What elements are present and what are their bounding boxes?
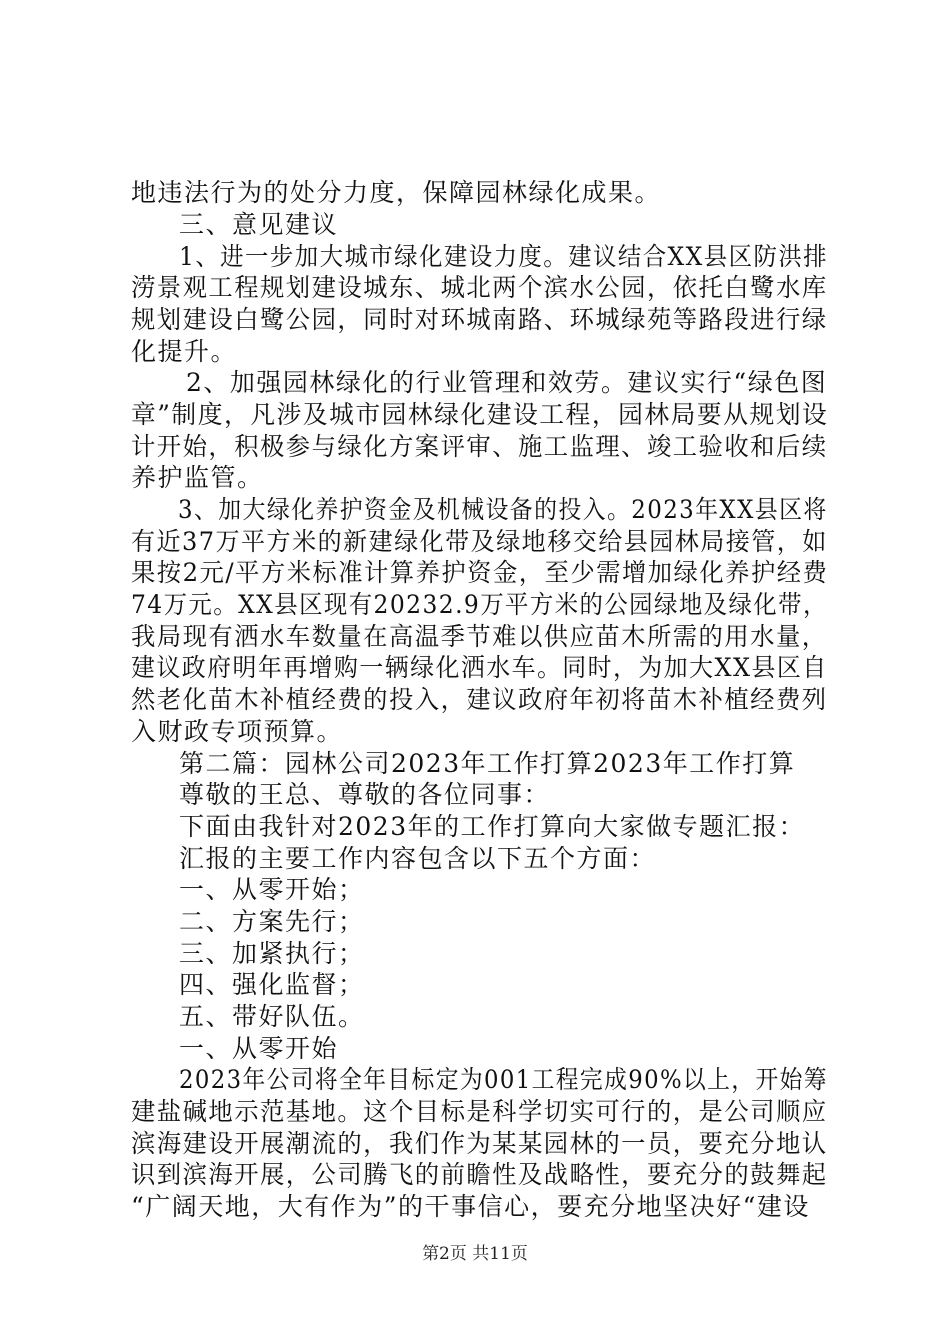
text-line: 我局现有洒水车数量在高温季节难以供应苗木所需的用水量， bbox=[131, 622, 828, 651]
text-line: 规划建设白鹭公园，同时对环城南路、环城绿苑等路段进行绿 bbox=[131, 305, 828, 334]
text-line: 滨海建设开展潮流的，我们作为某某园林的一员，要充分地认 bbox=[131, 1129, 828, 1158]
list-item: 二、方案先行； bbox=[179, 907, 365, 936]
text-line: 3、加大绿化养护资金及机械设备的投入。2023年XX县区将 bbox=[178, 495, 828, 524]
text-line: 下面由我针对2023年的工作打算向大家做专题汇报： bbox=[179, 812, 806, 841]
page-number-footer: 第2页 共11页 bbox=[422, 1244, 528, 1264]
text-line: 涝景观工程规划建设城东、城北两个滨水公园，依托白鹭水库 bbox=[131, 273, 828, 302]
chapter-heading: 第二篇：园林公司2023年工作打算2023年工作打算 bbox=[179, 749, 796, 778]
text-line: 1、进一步加大城市绿化建设力度。建议结合XX县区防洪排 bbox=[179, 242, 829, 271]
list-item: 三、加紧执行； bbox=[179, 939, 365, 968]
text-line: 2、加强园林绿化的行业管理和效劳。建议实行“绿色图 bbox=[186, 368, 828, 397]
section-heading: 三、意见建议 bbox=[179, 210, 339, 239]
list-item: 五、带好队伍。 bbox=[179, 1002, 365, 1031]
text-line: 识到滨海开展，公司腾飞的前瞻性及战略性，要充分的鼓舞起 bbox=[131, 1160, 828, 1189]
text-line: 尊敬的王总、尊敬的各位同事： bbox=[179, 780, 551, 809]
text-line: “广阔天地，大有作为”的干事信心，要充分地坚决好“建设 bbox=[131, 1192, 810, 1221]
text-line: 建盐碱地示范基地。这个目标是科学切实可行的，是公司顺应 bbox=[131, 1097, 828, 1126]
text-line: 计开始，积极参与绿化方案评审、施工监理、竣工验收和后续 bbox=[131, 432, 828, 461]
text-line: 入财政专项预算。 bbox=[131, 717, 344, 746]
list-item: 一、从零开始； bbox=[179, 875, 365, 904]
text-line: 养护监管。 bbox=[131, 463, 264, 492]
list-item: 四、强化监督； bbox=[179, 970, 365, 999]
text-line: 建议政府明年再增购一辆绿化洒水车。同时，为加大XX县区自 bbox=[131, 653, 828, 682]
text-line: 化提升。 bbox=[131, 337, 238, 366]
text-line: 74万元。XX县区现有20232.9万平方米的公园绿地及绿化带， bbox=[131, 590, 828, 619]
text-line: 汇报的主要工作内容包含以下五个方面： bbox=[179, 844, 657, 873]
text-line: 有近37万平方米的新建绿化带及绿地移交给县园林局接管，如 bbox=[131, 527, 828, 556]
text-line: 地违法行为的处分力度，保障园林绿化成果。 bbox=[131, 178, 662, 207]
text-line: 2023年公司将全年目标定为001工程完成90%以上，开始筹 bbox=[179, 1065, 828, 1094]
text-line: 然老化苗木补植经费的投入，建议政府年初将苗木补植经费列 bbox=[131, 685, 828, 714]
section-heading: 一、从零开始 bbox=[179, 1034, 339, 1063]
text-line: 章”制度，凡涉及城市园林绿化建设工程，园林局要从规划设 bbox=[131, 400, 829, 429]
text-line: 果按2元/平方米标准计算养护资金，至少需增加绿化养护经费 bbox=[131, 558, 829, 587]
